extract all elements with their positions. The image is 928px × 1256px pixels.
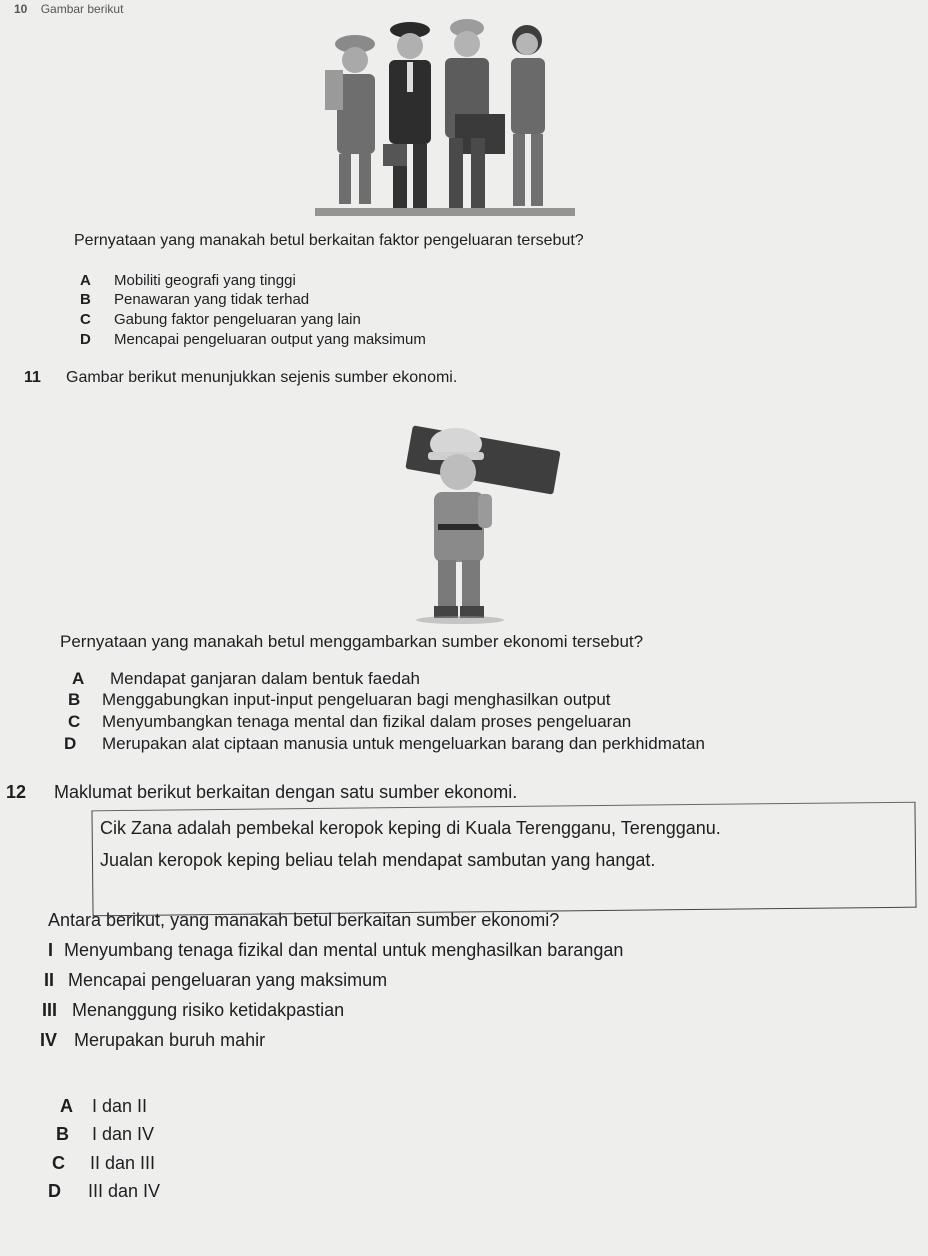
- statement-i: [48, 940, 623, 961]
- statement-numeral: IV: [40, 1030, 58, 1050]
- option-letter: B: [80, 291, 91, 308]
- question-intro: Gambar berikut: [40, 2, 124, 16]
- statement-numeral: III: [42, 1000, 58, 1020]
- option-text: I dan IV: [92, 1124, 155, 1144]
- option-letter: A: [60, 1096, 73, 1116]
- option-a[interactable]: [80, 272, 296, 289]
- question-number: 10: [14, 2, 28, 16]
- option-b[interactable]: [80, 291, 309, 308]
- question-number: 11: [24, 369, 41, 386]
- option-text: Mendapat ganjaran dalam bentuk faedah: [110, 669, 421, 688]
- statement-iv: [40, 1030, 265, 1051]
- option-letter: C: [68, 712, 81, 731]
- statement-text: Menyumbang tenaga fizikal dan mental untuk menghasilkan barangan: [64, 940, 624, 960]
- option-letter: A: [80, 272, 91, 289]
- question-intro: Maklumat berikut berkaitan dengan satu sumber ekonomi.: [54, 782, 518, 802]
- info-box-line: Jualan keropok keping beliau telah mendapat sambutan yang hangat.: [100, 850, 656, 870]
- option-letter: B: [68, 690, 81, 709]
- option-text: Penawaran yang tidak terhad: [114, 291, 310, 308]
- option-text: Menggabungkan input-input pengeluaran bagi menghasilkan output: [102, 690, 611, 709]
- option-c[interactable]: [52, 1153, 155, 1174]
- option-text: Mobiliti geografi yang tinggi: [114, 272, 296, 289]
- statement-text: Merupakan buruh mahir: [74, 1030, 266, 1050]
- option-text: Mencapai pengeluaran output yang maksimum: [114, 331, 426, 348]
- option-d[interactable]: [80, 331, 426, 348]
- statement-text: Menanggung risiko ketidakpastian: [72, 1000, 345, 1020]
- option-b[interactable]: [56, 1124, 154, 1145]
- option-letter: D: [80, 331, 91, 348]
- option-c[interactable]: [68, 712, 631, 732]
- question-number: 12: [6, 782, 27, 802]
- people-at-work-illustration: [315, 14, 575, 222]
- question-10-stem: Pernyataan yang manakah betul berkaitan faktor pengeluaran tersebut?: [74, 232, 584, 249]
- option-text: Gabung faktor pengeluaran yang lain: [114, 311, 361, 328]
- question-11-stem: Pernyataan yang manakah betul menggambarkan sumber ekonomi tersebut?: [60, 632, 644, 651]
- statement-iii: [42, 1000, 344, 1021]
- question-12-stem: Antara berikut, yang manakah betul berkaitan sumber ekonomi?: [48, 910, 560, 930]
- option-letter: C: [80, 311, 91, 328]
- question-11-header: [24, 369, 457, 387]
- option-text: Menyumbangkan tenaga mental dan fizikal dalam proses pengeluaran: [102, 712, 632, 731]
- option-a[interactable]: [60, 1096, 147, 1117]
- option-text: I dan II: [92, 1096, 148, 1116]
- option-a[interactable]: [72, 669, 420, 689]
- option-d[interactable]: [48, 1181, 160, 1202]
- info-box-line: Cik Zana adalah pembekal keropok keping di Kuala Terengganu, Terengganu.: [100, 818, 721, 838]
- option-d[interactable]: [64, 734, 705, 754]
- option-letter: B: [56, 1124, 69, 1144]
- option-b[interactable]: [68, 690, 611, 710]
- statement-numeral: I: [48, 940, 54, 960]
- option-letter: C: [52, 1153, 65, 1173]
- option-letter: D: [64, 734, 77, 753]
- option-letter: D: [48, 1181, 61, 1201]
- question-10-header: [14, 2, 123, 16]
- option-text: Merupakan alat ciptaan manusia untuk mengeluarkan barang dan perkhidmatan: [102, 734, 705, 753]
- statement-text: Mencapai pengeluaran yang maksimum: [68, 970, 388, 990]
- worker-carrying-plank-illustration: [398, 422, 564, 624]
- option-text: II dan III: [90, 1153, 156, 1173]
- question-12-header: [6, 782, 517, 803]
- question-intro: Gambar berikut menunjukkan sejenis sumber ekonomi.: [66, 369, 458, 386]
- statement-numeral: II: [44, 970, 55, 990]
- statement-ii: [44, 970, 387, 991]
- option-c[interactable]: [80, 311, 361, 328]
- option-letter: A: [72, 669, 85, 688]
- option-text: III dan IV: [88, 1181, 161, 1201]
